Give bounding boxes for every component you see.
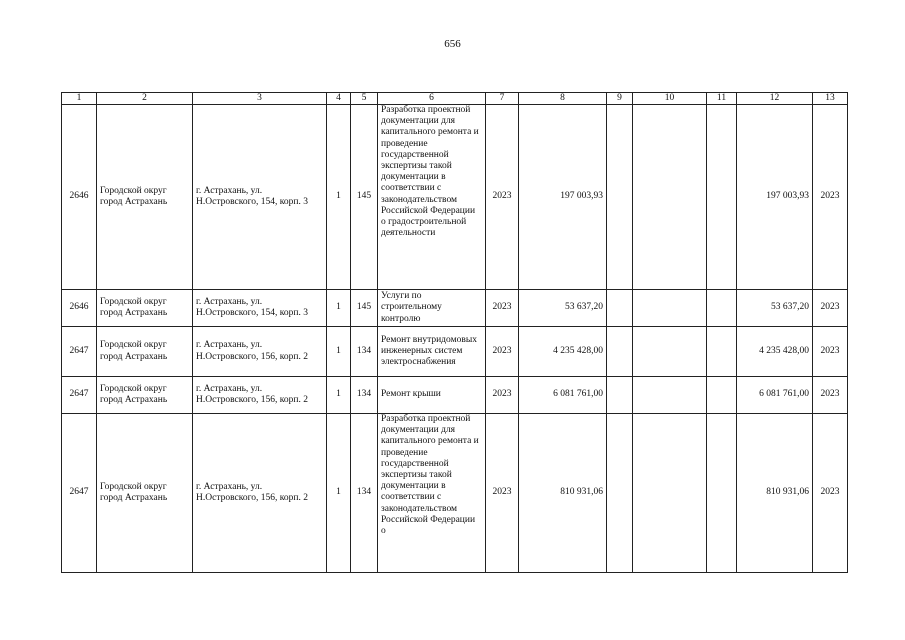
cost-total-cell: 197 003,93 — [737, 105, 813, 290]
row-id: 2646 — [62, 105, 97, 290]
year-cell: 2023 — [486, 327, 519, 377]
col5-cell: 134 — [351, 377, 378, 414]
col10-cell — [633, 414, 707, 573]
service-cell: Разработка проектной документации для капитального ремонта и проведение государственной экспертизы такой документации в соответствии с законодательством Российской Федерации о градостроительной деятельности — [378, 105, 486, 290]
column-header: 2 — [97, 93, 193, 105]
col10-cell — [633, 105, 707, 290]
row-id: 2647 — [62, 327, 97, 377]
cost-total-cell: 4 235 428,00 — [737, 327, 813, 377]
service-text: Разработка проектной документации для капитального ремонта и проведение государственной экспертизы такой документации в соответствии с законодательством Российской Федерации о — [381, 414, 479, 537]
page-number: 656 — [444, 38, 461, 50]
year-end-cell: 2023 — [813, 290, 848, 327]
service-cell — [378, 414, 486, 573]
municipality-cell: Городской округ город Астрахань — [97, 414, 193, 573]
col5-cell: 145 — [351, 105, 378, 290]
cost-cell: 6 081 761,00 — [519, 377, 607, 414]
row-id: 2647 — [62, 377, 97, 414]
address-cell: г. Астрахань, ул. Н.Островского, 156, корп. 2 — [193, 377, 327, 414]
col4-cell: 1 — [327, 414, 351, 573]
col4-cell: 1 — [327, 290, 351, 327]
col9-cell — [607, 327, 633, 377]
year-end-cell: 2023 — [813, 414, 848, 573]
col4-cell: 1 — [327, 327, 351, 377]
cost-total-cell: 53 637,20 — [737, 290, 813, 327]
cost-cell: 4 235 428,00 — [519, 327, 607, 377]
col11-cell — [707, 377, 737, 414]
col5-cell: 134 — [351, 414, 378, 573]
column-number-row — [62, 93, 848, 105]
table-row — [62, 414, 848, 573]
column-header: 13 — [813, 93, 848, 105]
municipality-cell: Городской округ город Астрахань — [97, 327, 193, 377]
address-cell: г. Астрахань, ул. Н.Островского, 154, корп. 3 — [193, 105, 327, 290]
table-row — [62, 105, 848, 290]
col11-cell — [707, 327, 737, 377]
service-cell: Услуги по строительному контролю — [378, 290, 486, 327]
col10-cell — [633, 327, 707, 377]
row-id: 2647 — [62, 414, 97, 573]
service-cell: Ремонт крыши — [378, 377, 486, 414]
column-header: 3 — [193, 93, 327, 105]
column-header: 10 — [633, 93, 707, 105]
municipality-cell: Городской округ город Астрахань — [97, 377, 193, 414]
address-cell: г. Астрахань, ул. Н.Островского, 156, корп. 2 — [193, 414, 327, 573]
col5-cell: 134 — [351, 327, 378, 377]
table-row — [62, 290, 848, 327]
column-header: 7 — [486, 93, 519, 105]
col11-cell — [707, 290, 737, 327]
municipality-cell: Городской округ город Астрахань — [97, 105, 193, 290]
column-header: 5 — [351, 93, 378, 105]
table-row — [62, 377, 848, 414]
column-header: 8 — [519, 93, 607, 105]
col10-cell — [633, 377, 707, 414]
column-header: 12 — [737, 93, 813, 105]
column-header: 9 — [607, 93, 633, 105]
column-header: 6 — [378, 93, 486, 105]
cost-total-cell: 810 931,06 — [737, 414, 813, 573]
year-end-cell: 2023 — [813, 105, 848, 290]
address-cell: г. Астрахань, ул. Н.Островского, 156, корп. 2 — [193, 327, 327, 377]
year-cell: 2023 — [486, 414, 519, 573]
column-header: 11 — [707, 93, 737, 105]
column-header: 4 — [327, 93, 351, 105]
cost-cell: 53 637,20 — [519, 290, 607, 327]
year-end-cell: 2023 — [813, 327, 848, 377]
col9-cell — [607, 105, 633, 290]
col9-cell — [607, 377, 633, 414]
col9-cell — [607, 414, 633, 573]
table-row — [62, 327, 848, 377]
col11-cell — [707, 414, 737, 573]
address-cell: г. Астрахань, ул. Н.Островского, 154, корп. 3 — [193, 290, 327, 327]
col4-cell: 1 — [327, 105, 351, 290]
cost-total-cell: 6 081 761,00 — [737, 377, 813, 414]
col9-cell — [607, 290, 633, 327]
col11-cell — [707, 105, 737, 290]
col10-cell — [633, 290, 707, 327]
row-id: 2646 — [62, 290, 97, 327]
municipality-cell: Городской округ город Астрахань — [97, 290, 193, 327]
cost-cell: 197 003,93 — [519, 105, 607, 290]
year-cell: 2023 — [486, 290, 519, 327]
col4-cell: 1 — [327, 377, 351, 414]
cost-cell: 810 931,06 — [519, 414, 607, 573]
column-header: 1 — [62, 93, 97, 105]
year-cell: 2023 — [486, 377, 519, 414]
year-end-cell: 2023 — [813, 377, 848, 414]
repair-program-table — [61, 92, 848, 573]
service-cell: Ремонт внутридомовых инженерных систем электроснабжения — [378, 327, 486, 377]
col5-cell: 145 — [351, 290, 378, 327]
year-cell: 2023 — [486, 105, 519, 290]
